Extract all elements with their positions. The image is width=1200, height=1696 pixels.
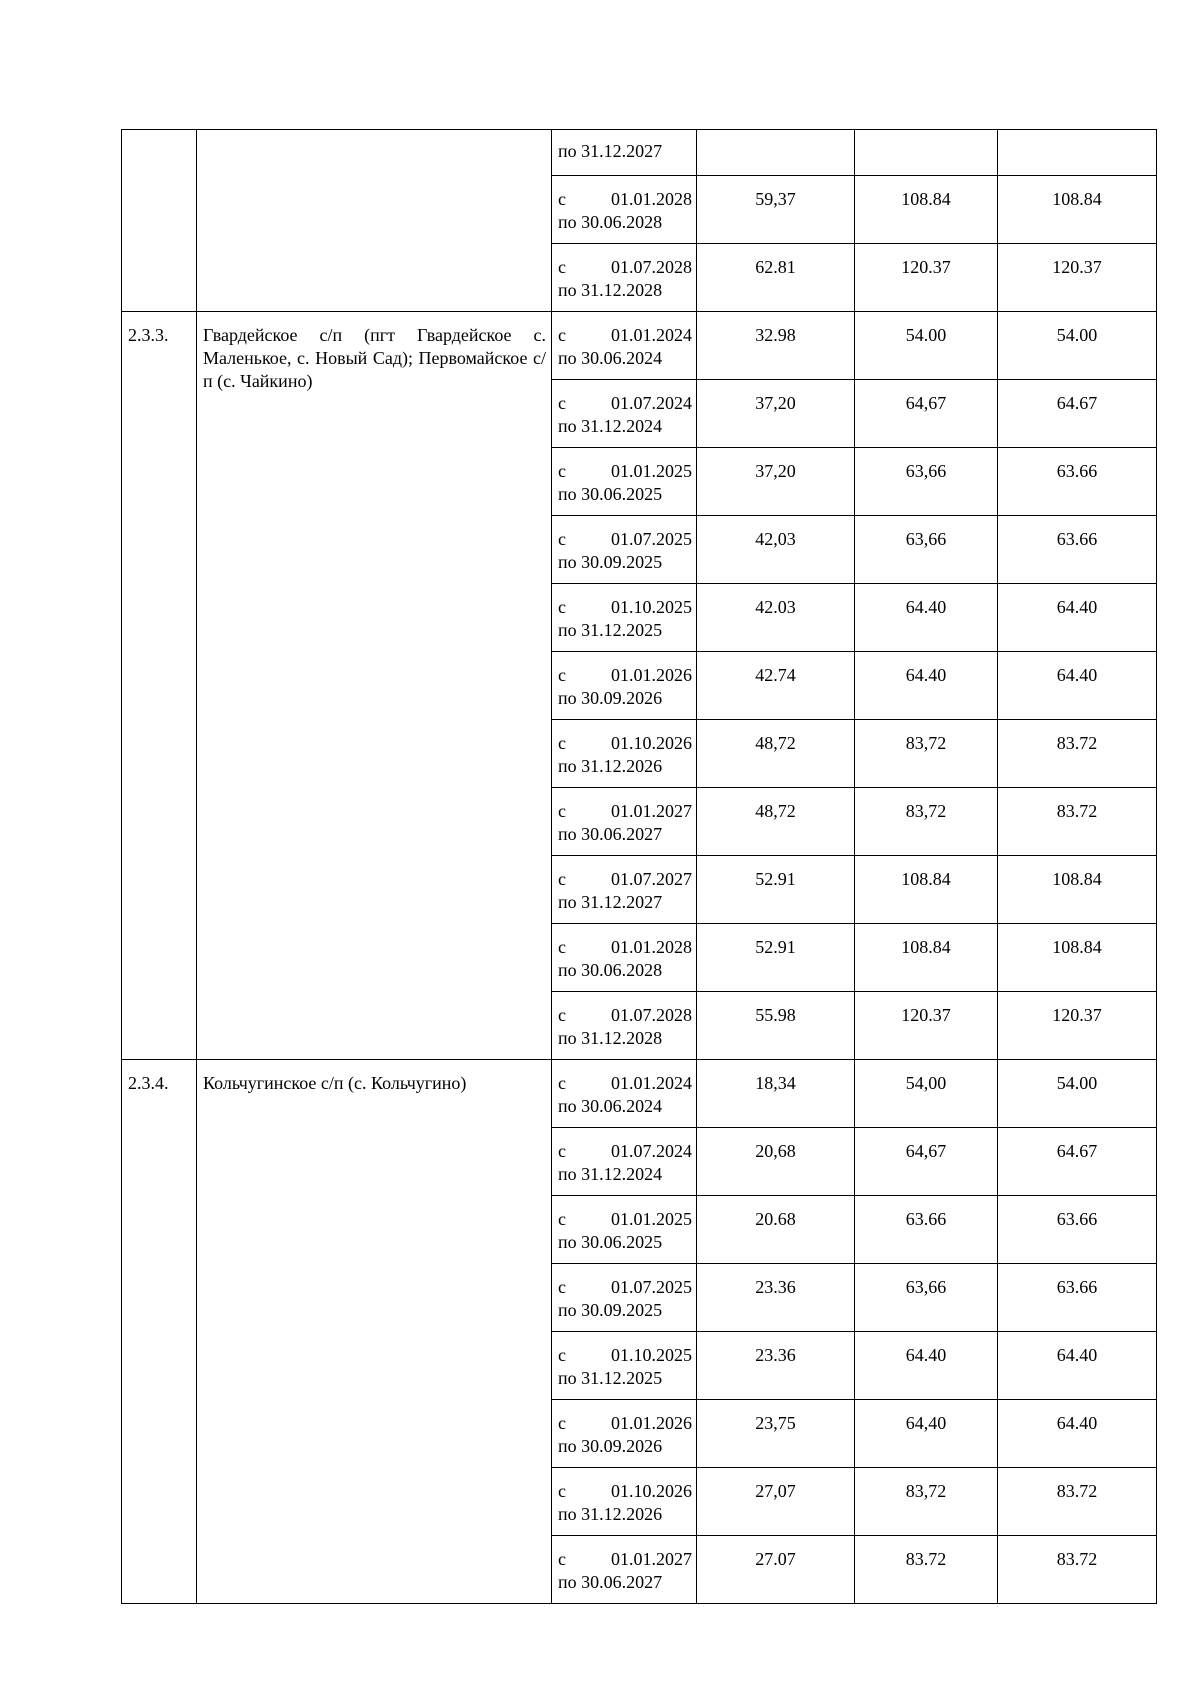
period-cell xyxy=(552,1264,697,1332)
period-from-date: 01.01.2025 xyxy=(611,1209,692,1229)
tariff-value-1: 27.07 xyxy=(697,1536,855,1604)
period-to-date: по 31.12.2028 xyxy=(558,280,663,300)
tariff-value-3: 54.00 xyxy=(998,312,1157,380)
period-prefix: с xyxy=(558,1073,566,1093)
tariff-value-1: 52.91 xyxy=(697,924,855,992)
period-to-date: по 30.06.2025 xyxy=(558,1232,663,1252)
period-to-date: по 30.09.2026 xyxy=(558,688,663,708)
settlement-name xyxy=(197,130,552,312)
period-from-date: 01.01.2028 xyxy=(611,189,692,209)
period-cell xyxy=(552,244,697,312)
period-from-date: 01.07.2027 xyxy=(611,869,692,889)
tariff-value-2: 108.84 xyxy=(855,856,998,924)
tariff-value-2: 64,67 xyxy=(855,380,998,448)
period-from-date: 01.10.2025 xyxy=(611,1345,692,1365)
period-prefix: с xyxy=(558,1005,566,1025)
tariff-value-1: 55.98 xyxy=(697,992,855,1060)
period-to-date: по 31.12.2027 xyxy=(558,141,663,161)
period-from-line xyxy=(558,1004,692,1027)
tariff-value-2: 108.84 xyxy=(855,176,998,244)
period-prefix: с xyxy=(558,937,566,957)
period-cell xyxy=(552,176,697,244)
period-prefix: с xyxy=(558,393,566,413)
tariff-value-2: 83,72 xyxy=(855,1468,998,1536)
tariff-value-3: 63.66 xyxy=(998,1196,1157,1264)
period-cell xyxy=(552,380,697,448)
tariff-value-1: 32.98 xyxy=(697,312,855,380)
tariff-value-2: 64.40 xyxy=(855,652,998,720)
tariff-value-2: 54,00 xyxy=(855,1060,998,1128)
period-from-line xyxy=(558,1344,692,1367)
tariff-value-1 xyxy=(697,130,855,176)
period-from-date: 01.10.2025 xyxy=(611,597,692,617)
period-from-line xyxy=(558,256,692,279)
period-prefix: с xyxy=(558,461,566,481)
tariff-value-2: 54.00 xyxy=(855,312,998,380)
item-number xyxy=(122,130,197,312)
period-cell xyxy=(552,516,697,584)
tariff-value-3: 64.40 xyxy=(998,584,1157,652)
period-to-date: по 31.12.2027 xyxy=(558,892,663,912)
item-number: 2.3.3. xyxy=(122,312,197,1060)
tariff-value-3: 54.00 xyxy=(998,1060,1157,1128)
period-prefix: с xyxy=(558,1481,566,1501)
period-to-date: по 30.06.2028 xyxy=(558,212,663,232)
tariff-value-3: 64.67 xyxy=(998,380,1157,448)
period-from-date: 01.10.2026 xyxy=(611,733,692,753)
period-to-date: по 31.12.2025 xyxy=(558,620,663,640)
tariff-value-3: 63.66 xyxy=(998,516,1157,584)
period-to-date: по 31.12.2026 xyxy=(558,756,663,776)
period-cell xyxy=(552,1468,697,1536)
period-from-line xyxy=(558,188,692,211)
tariff-value-1: 27,07 xyxy=(697,1468,855,1536)
tariff-value-3: 108.84 xyxy=(998,176,1157,244)
period-from-date: 01.07.2028 xyxy=(611,257,692,277)
tariff-value-3: 83.72 xyxy=(998,1468,1157,1536)
period-from-date: 01.07.2024 xyxy=(611,1141,692,1161)
tariff-value-2: 64,67 xyxy=(855,1128,998,1196)
period-cell xyxy=(552,584,697,652)
period-to-date: по 30.06.2028 xyxy=(558,960,663,980)
period-to-date: по 31.12.2026 xyxy=(558,1504,663,1524)
period-from-line xyxy=(558,936,692,959)
period-from-date: 01.07.2028 xyxy=(611,1005,692,1025)
tariff-value-2: 63.66 xyxy=(855,1196,998,1264)
period-to-date: по 30.06.2025 xyxy=(558,484,663,504)
item-number: 2.3.4. xyxy=(122,1060,197,1604)
period-prefix: с xyxy=(558,1277,566,1297)
tariff-value-1: 23.36 xyxy=(697,1332,855,1400)
period-to-date: по 31.12.2028 xyxy=(558,1028,663,1048)
table-row xyxy=(122,312,1157,380)
period-prefix: с xyxy=(558,189,566,209)
period-prefix: с xyxy=(558,325,566,345)
period-to-date: по 31.12.2024 xyxy=(558,416,663,436)
period-to-date: по 30.06.2027 xyxy=(558,824,663,844)
tariff-value-3: 64.40 xyxy=(998,652,1157,720)
period-prefix: с xyxy=(558,665,566,685)
period-cell xyxy=(552,720,697,788)
tariff-value-2: 63,66 xyxy=(855,1264,998,1332)
period-from-date: 01.01.2026 xyxy=(611,1413,692,1433)
period-from-line xyxy=(558,1140,692,1163)
period-from-line xyxy=(558,392,692,415)
period-from-line xyxy=(558,664,692,687)
tariff-value-2: 64.40 xyxy=(855,584,998,652)
period-prefix: с xyxy=(558,1413,566,1433)
period-prefix: с xyxy=(558,1345,566,1365)
tariff-value-1: 20.68 xyxy=(697,1196,855,1264)
period-to-date: по 30.09.2026 xyxy=(558,1436,663,1456)
period-cell xyxy=(552,1332,697,1400)
period-cell xyxy=(552,924,697,992)
period-cell xyxy=(552,856,697,924)
tariff-value-2: 83,72 xyxy=(855,720,998,788)
period-prefix: с xyxy=(558,257,566,277)
period-to-date: по 31.12.2025 xyxy=(558,1368,663,1388)
period-cell xyxy=(552,1128,697,1196)
tariff-value-1: 23.36 xyxy=(697,1264,855,1332)
period-from-line xyxy=(558,596,692,619)
period-to-date: по 30.06.2027 xyxy=(558,1572,663,1592)
period-prefix: с xyxy=(558,529,566,549)
period-cell xyxy=(552,1536,697,1604)
tariff-value-1: 37,20 xyxy=(697,448,855,516)
period-from-line xyxy=(558,460,692,483)
tariff-value-3: 63.66 xyxy=(998,448,1157,516)
period-prefix: с xyxy=(558,597,566,617)
period-prefix: с xyxy=(558,733,566,753)
period-cell xyxy=(552,788,697,856)
period-to-date: по 30.09.2025 xyxy=(558,552,663,572)
tariff-value-3: 83.72 xyxy=(998,1536,1157,1604)
tariff-value-2 xyxy=(855,130,998,176)
period-from-line xyxy=(558,1276,692,1299)
period-prefix: с xyxy=(558,1141,566,1161)
period-from-line xyxy=(558,1480,692,1503)
period-to-date: по 30.06.2024 xyxy=(558,348,663,368)
period-from-date: 01.01.2028 xyxy=(611,937,692,957)
period-from-date: 01.01.2024 xyxy=(611,1073,692,1093)
period-from-line xyxy=(558,1072,692,1095)
tariff-value-2: 120.37 xyxy=(855,244,998,312)
tariff-value-3: 108.84 xyxy=(998,924,1157,992)
period-prefix: с xyxy=(558,1549,566,1569)
tariff-value-1: 37,20 xyxy=(697,380,855,448)
period-cell xyxy=(552,1060,697,1128)
period-from-line xyxy=(558,324,692,347)
tariff-value-1: 23,75 xyxy=(697,1400,855,1468)
tariff-value-2: 63,66 xyxy=(855,516,998,584)
tariff-value-3 xyxy=(998,130,1157,176)
period-cell xyxy=(552,448,697,516)
tariff-value-3: 83.72 xyxy=(998,788,1157,856)
tariff-table xyxy=(121,129,1157,1604)
period-from-date: 01.01.2024 xyxy=(611,325,692,345)
tariff-value-3: 63.66 xyxy=(998,1264,1157,1332)
period-to-date: по 30.09.2025 xyxy=(558,1300,663,1320)
period-from-line xyxy=(558,868,692,891)
tariff-value-1: 42.03 xyxy=(697,584,855,652)
tariff-value-1: 62.81 xyxy=(697,244,855,312)
period-prefix: с xyxy=(558,869,566,889)
period-from-line xyxy=(558,1548,692,1571)
period-cell xyxy=(552,130,697,176)
period-from-line xyxy=(558,1208,692,1231)
tariff-value-1: 48,72 xyxy=(697,788,855,856)
tariff-value-1: 20,68 xyxy=(697,1128,855,1196)
tariff-value-2: 63,66 xyxy=(855,448,998,516)
period-cell xyxy=(552,312,697,380)
period-from-date: 01.10.2026 xyxy=(611,1481,692,1501)
settlement-name: Гвардейское с/п (пгт Гвардейское с. Маленькое, с. Новый Сад); Первомайское с/п (с. Чайкино) xyxy=(197,312,552,1060)
tariff-table-body xyxy=(122,130,1157,1604)
tariff-value-1: 48,72 xyxy=(697,720,855,788)
period-from-line xyxy=(558,732,692,755)
tariff-value-2: 64.40 xyxy=(855,1332,998,1400)
tariff-value-1: 42,03 xyxy=(697,516,855,584)
period-from-date: 01.07.2025 xyxy=(611,529,692,549)
tariff-value-2: 120.37 xyxy=(855,992,998,1060)
tariff-value-2: 64,40 xyxy=(855,1400,998,1468)
tariff-value-1: 52.91 xyxy=(697,856,855,924)
period-from-date: 01.01.2027 xyxy=(611,1549,692,1569)
period-cell xyxy=(552,1196,697,1264)
period-cell xyxy=(552,992,697,1060)
period-from-date: 01.01.2026 xyxy=(611,665,692,685)
tariff-value-1: 59,37 xyxy=(697,176,855,244)
table-row xyxy=(122,1060,1157,1128)
tariff-value-3: 120.37 xyxy=(998,992,1157,1060)
period-from-line xyxy=(558,800,692,823)
tariff-value-3: 108.84 xyxy=(998,856,1157,924)
tariff-value-2: 83,72 xyxy=(855,788,998,856)
period-from-date: 01.01.2027 xyxy=(611,801,692,821)
period-cell xyxy=(552,1400,697,1468)
period-from-date: 01.07.2024 xyxy=(611,393,692,413)
tariff-value-1: 18,34 xyxy=(697,1060,855,1128)
period-prefix: с xyxy=(558,801,566,821)
period-from-date: 01.01.2025 xyxy=(611,461,692,481)
tariff-value-3: 64.67 xyxy=(998,1128,1157,1196)
tariff-value-1: 42.74 xyxy=(697,652,855,720)
tariff-value-2: 83.72 xyxy=(855,1536,998,1604)
settlement-name: Кольчугинское с/п (с. Кольчугино) xyxy=(197,1060,552,1604)
tariff-value-3: 64.40 xyxy=(998,1400,1157,1468)
tariff-value-3: 83.72 xyxy=(998,720,1157,788)
tariff-value-2: 108.84 xyxy=(855,924,998,992)
period-prefix: с xyxy=(558,1209,566,1229)
period-from-line xyxy=(558,1412,692,1435)
period-to-date: по 31.12.2024 xyxy=(558,1164,663,1184)
tariff-value-3: 64.40 xyxy=(998,1332,1157,1400)
period-to-date: по 30.06.2024 xyxy=(558,1096,663,1116)
tariff-value-3: 120.37 xyxy=(998,244,1157,312)
period-from-line xyxy=(558,528,692,551)
period-cell xyxy=(552,652,697,720)
table-row xyxy=(122,130,1157,176)
period-from-date: 01.07.2025 xyxy=(611,1277,692,1297)
